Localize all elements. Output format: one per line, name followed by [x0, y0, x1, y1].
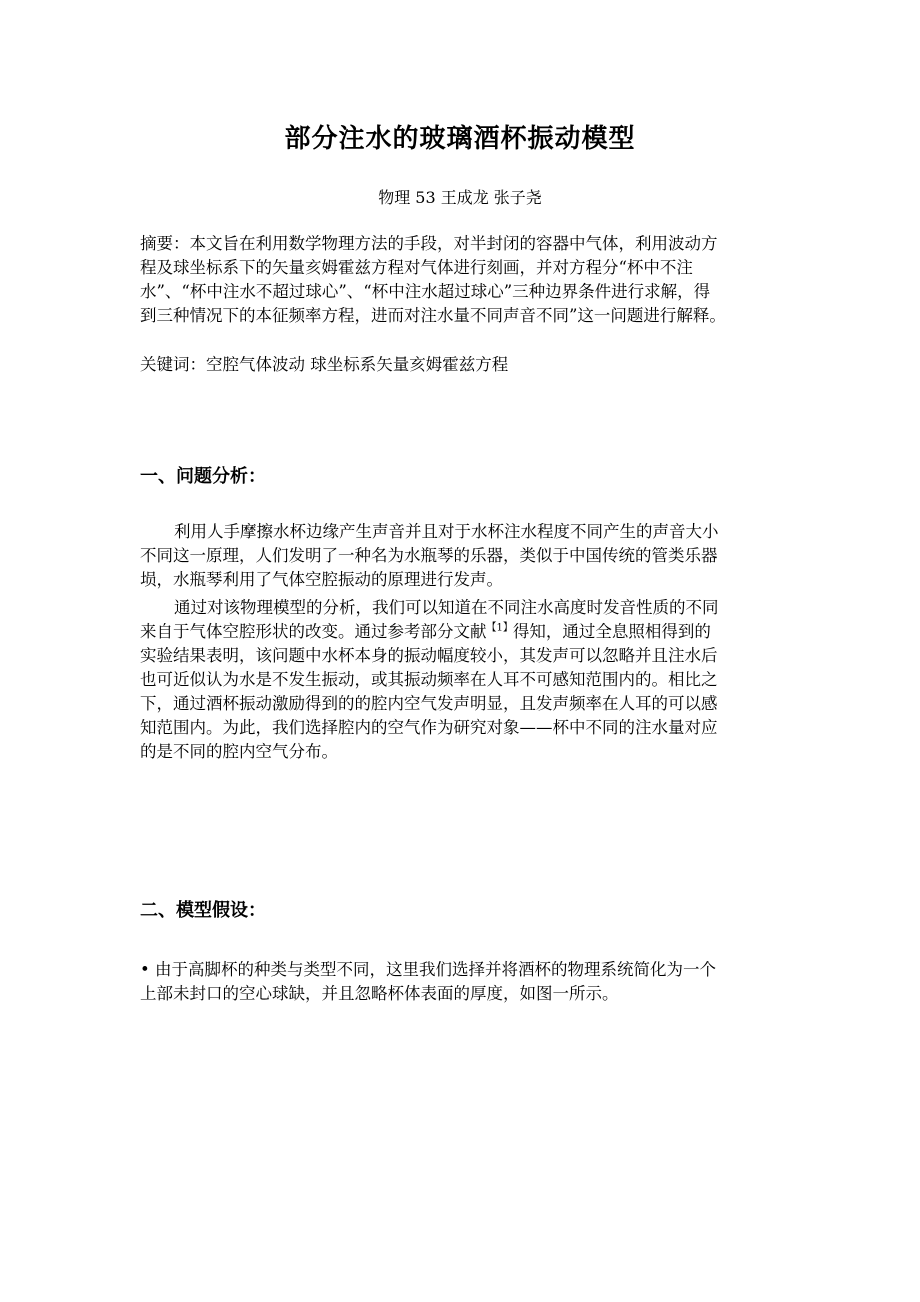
paragraph-line: 不同这一原理，人们发明了一种名为水瓶琴的乐器，类似于中国传统的管类乐器 — [140, 546, 718, 565]
keywords: 关键词：空腔气体波动 球坐标系矢量亥姆霍兹方程 — [140, 355, 509, 374]
paragraph-line: 实验结果表明，该问题中水杯本身的振动幅度较小，其发声可以忽略并且注水后 — [140, 646, 718, 665]
section-heading-model-assumptions: 二、模型假设： — [140, 900, 266, 921]
paragraph-line: • 由于高脚杯的种类与类型不同，这里我们选择并将酒杯的物理系统简化为一个 — [140, 960, 716, 979]
section-heading-problem-analysis: 一、问题分析： — [140, 466, 266, 487]
citation-ref[interactable]: 【1】 — [486, 622, 513, 634]
abstract-line: 到三种情况下的本征频率方程，进而对注水量不同声音不同”这一问题进行解释。 — [140, 306, 726, 325]
paragraph-line: 的是不同的腔内空气分布。 — [140, 742, 338, 761]
abstract-line: 程及球坐标系下的矢量亥姆霍兹方程对气体进行刻画，并对方程分“杯中不注 — [140, 258, 693, 277]
paragraph-line: 知范围内。为此，我们选择腔内的空气作为研究对象——杯中不同的注水量对应 — [140, 718, 718, 737]
paragraph — [140, 596, 780, 764]
bullet-paragraph — [140, 958, 780, 1006]
paragraph-line: 埙，水瓶琴利用了气体空腔振动的原理进行发声。 — [140, 570, 503, 589]
author-line: 物理 53 王成龙 张子尧 — [378, 188, 542, 207]
paragraph-line: 也可近似认为水是不发生振动，或其振动频率在人耳不可感知范围内的。相比之 — [140, 670, 718, 689]
paragraph-line: 下，通过酒杯振动激励得到的的腔内空气发声明显，且发声频率在人耳的可以感 — [140, 694, 718, 713]
abstract — [140, 232, 780, 328]
paragraph-text: 来自于气体空腔形状的改变。通过参考部分文献 — [140, 622, 487, 641]
paragraph-line-with-citation — [140, 620, 780, 644]
paragraph-line: 利用人手摩擦水杯边缘产生声音并且对于水杯注水程度不同产生的声音大小 — [174, 522, 719, 541]
paragraph — [140, 520, 780, 592]
page-title: 部分注水的玻璃酒杯振动模型 — [284, 124, 636, 154]
paragraph-line: 上部未封口的空心球缺，并且忽略杯体表面的厚度，如图一所示。 — [140, 984, 619, 1003]
abstract-line: 摘要：本文旨在利用数学物理方法的手段，对半封闭的容器中气体，利用波动方 — [140, 234, 718, 253]
abstract-line: 水”、“杯中注水不超过球心”、“杯中注水超过球心”三种边界条件进行求解，得 — [140, 282, 711, 301]
paragraph-line: 通过对该物理模型的分析，我们可以知道在不同注水高度时发音性质的不同 — [174, 598, 719, 617]
paragraph-text: 得知，通过全息照相得到的 — [512, 622, 711, 641]
